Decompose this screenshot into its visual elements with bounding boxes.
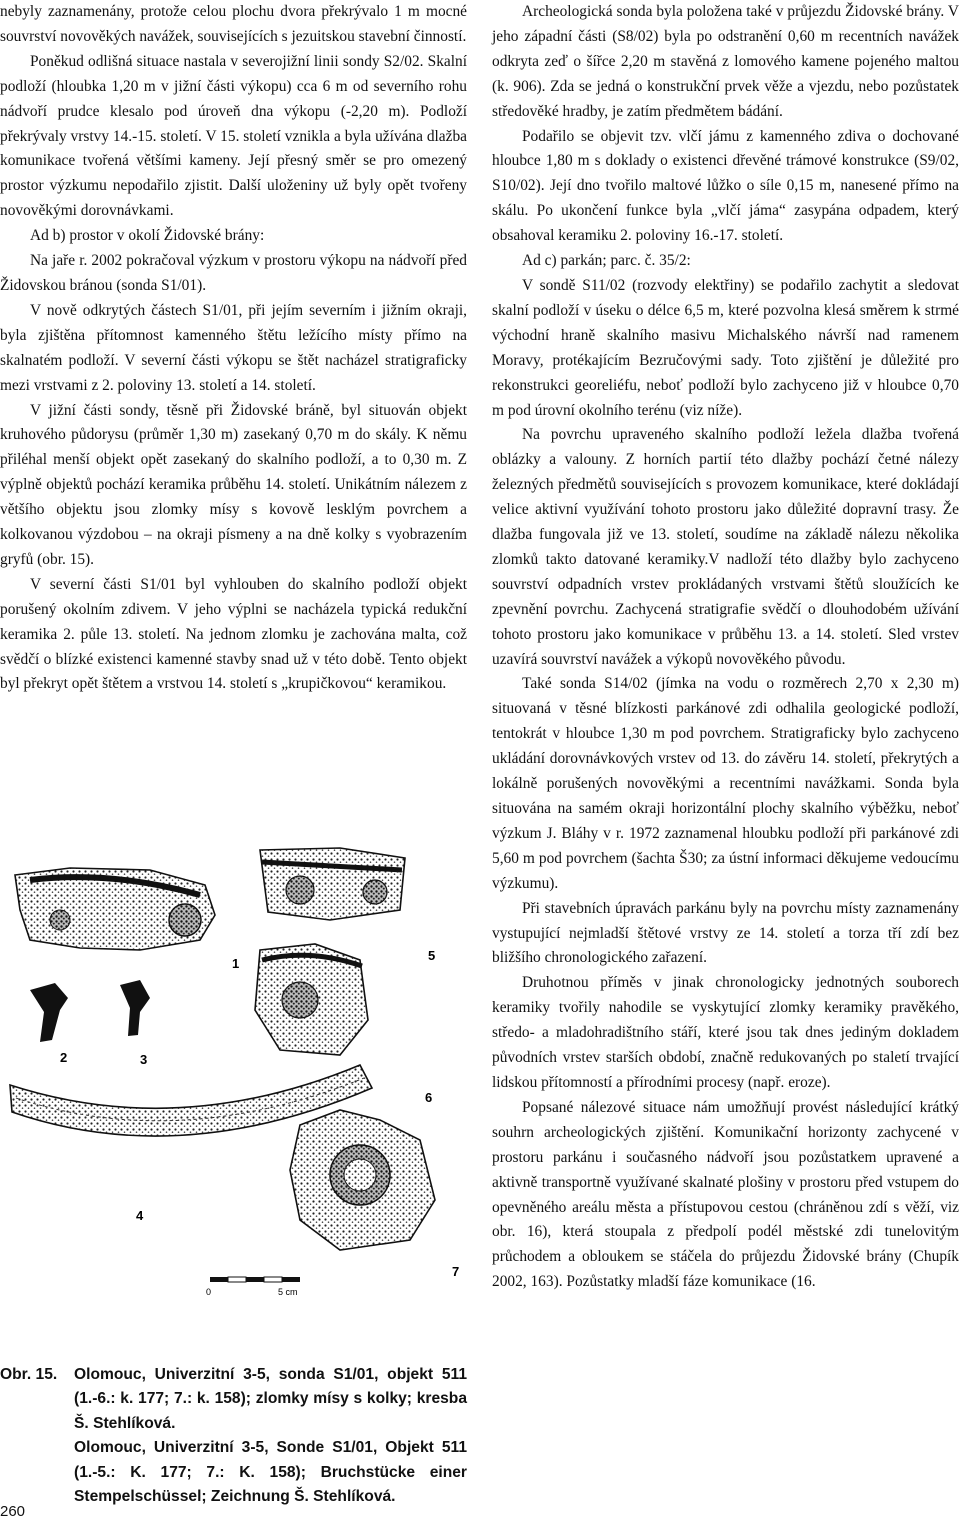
sherd-5-drawing [260, 848, 405, 920]
figure-number-1: 1 [232, 956, 240, 971]
figure-number-6: 6 [425, 1090, 433, 1105]
figure-number-4: 4 [136, 1208, 144, 1223]
paragraph: Na jaře r. 2002 pokračoval výzkum v prostoru výkopu na nádvoří před Židovskou bránou (sonda S1/01). [0, 252, 467, 294]
paragraph: V sondě S11/02 (rozvody elektřiny) se podařilo zachytit a sledovat skalní podloží v úseku o délce 6,5 m, které pozvolna klesá směrem k strmé východní hraně skalního masivu Michalského návrší nad ramenem Moravy, protékajícím Bezručovými sady. Toto zjištění je důležité pro rekonstrukci georeliéfu, neboť podloží bylo zachyceno již v hloubce 0,70 m pod úrovní okolního terénu (viz níže). [492, 276, 959, 419]
page-number: 260 [0, 1503, 26, 1520]
paragraph: Při stavebních úpravách parkánu byly na povrchu místy zaznamenány vystupující nejmladší štětové vrstvy ze 14. století a torza tří zdí bez bližšího chronologického zařazení. [492, 899, 959, 967]
paragraph: Na povrchu upraveného skalního podloží ležela dlažba tvořená oblázky a valouny. Z horních partií této dlažby pochází četné nálezy železných předmětů souvisejících s provozem komunikace, které dokládají velice aktivní využívání tohoto prostoru jako důležité dopravní trasy. Že dlažba fungovala již ve 13. století, soudíme na základě nálezu několika zlomků takto datované keramiky.V nadloží této dlažby bylo zachyceno souvrství odpadních vrstev prokládaných vrstvami štětů sloužících ke zpevnění povrchu. Zachycená stratigrafie svědčí o dlouhodobém užívání tohoto prostoru jako komunikace v průběhu 13. a 14. století. Sled vrstev uzavírá souvrství navážek a výkopů novověkého původu. [492, 426, 959, 668]
scale-start-label: 0 [206, 1287, 212, 1297]
paragraph: V jižní části sondy, těsně při Židovské bráně, byl situován objekt kruhového půdorysu (průměr 1,30 m) zasekaný 0,70 m do skály. K němu přiléhal menší objekt opět zasekaný do skalního podloží, a to 0,30 m. Z výplně objektů pochází keramika průběhu 14. století. Unikátním nálezem z většího objektu jsou zlomky mísy s kovově lesklým povrchem a kolkovanou výzdobou – na okraji písmeny a na dně kolky s vyobrazením gryfů (obr. 15). [0, 401, 467, 568]
sherd-drawings [0, 840, 467, 1300]
caption-label: Obr. 15. [0, 1366, 58, 1383]
paragraph: V nově odkrytých částech S1/01, při jejím severním i jižním okraji, byla zjištěna přítomnost kamenného štětu ležícího místy přímo na skalnatém podloží. V severní části výkopu se štět nacházel stratigraficky mezi vrstvami z 2. poloviny 13. století a 14. století. [0, 301, 467, 394]
scale-end-label: 5 cm [278, 1287, 298, 1297]
figure-number-7: 7 [452, 1264, 460, 1279]
paragraph: Popsané nálezové situace nám umožňují provést následující krátký souhrn archeologických zjištění. Komunikační horizonty zachycené v prostoru parkánu i současného nádvoří jsou pozůstatkem upravené a aktivně transportně využívané skalnaté plošiny v prostoru před vstupem do opevněného areálu města a přístupovou cestou (chráněnou zdí s věží, viz obr. 16), která stoupala z předpolí podél městské zdi tunelovitým průchodem a obloukem se stáčela do průjezdu Židovské brány (Chupík 2002, 163). Pozůstatky mladší fáze komunikace (16. [492, 1098, 959, 1291]
figure-number-5: 5 [428, 948, 436, 963]
scale-bar [206, 1277, 300, 1297]
paragraph: nebyly zaznamenány, protože celou plochu dvora překrývalo 1 m mocné souvrství novověkých navážek, souvisejících s jezuitskou stavební činností. [0, 3, 467, 45]
paragraph: Ad c) parkán; parc. č. 35/2: [522, 252, 691, 270]
paragraph: Podařilo se objevit tzv. vlčí jámu z kamenného zdiva o dochované hloubce 1,80 m s doklady o existenci dřevěné trámové konstrukce (S9/02, S10/02). Její dno tvořilo maltové lůžko o síle 0,15 m, nanesené přímo na skálu. Po ukončení funkce byla „vlčí jáma“ zasypána odpadem, který obsahoval keramiku 2. poloviny 16.-17. století. [492, 127, 959, 245]
figure-15-drawing [0, 840, 467, 1300]
caption-german: Olomouc, Univerzitní 3-5, Sonde S1/01, Objekt 511 (1.-5.: K. 177; 7.: K. 158); Bruchstücke einer Stempelschüssel; Zeichnung Š. Stehlíková. [74, 1439, 467, 1506]
figure-number-3: 3 [140, 1052, 148, 1067]
sherd-1-drawing [15, 868, 215, 950]
paragraph: Také sonda S14/02 (jímka na vodu o rozměrech 2,70 x 2,30 m) situovaná v těsné blízkosti parkánové zdi odhalila geologické podloží, tentokrát v hloubce 1,30 m pod povrchem. Stratigraficky bylo zachyceno ukládání dorovnávkových vrstev od 13. do závěru 14. století, překrytých a lokálně porušených novověkými a recentními navážkami. Sonda byla situována na samém okraji horizontální plochy skalního výběžku, neboť výzkum J. Bláhy v r. 1972 zaznamenal hloubku podloží při parkánové zdi 5,60 m pod povrchem (šachta Š30; za ústní informaci děkujeme vedoucímu výzkumu). [492, 675, 959, 892]
sherd-3-profile [120, 980, 150, 1036]
sherd-7-drawing [290, 1110, 435, 1250]
left-text-column [0, 0, 467, 697]
paragraph: Druhotnou příměs v jinak chronologicky jednotných souborech keramiky tvořily nahodile se vyskytující zlomky keramiky pravěkého, středo- a mladohradištního stáří, které jsou tak dnes jediným dokladem původních vrstev starších období, značně redukovaných po staletí trvající lidskou přítomností a přírodními procesy (např. eroze). [492, 974, 959, 1091]
paragraph: Archeologická sonda byla položena také v průjezdu Židovské brány. V jeho západní části (S8/02) byla po odstranění 0,60 m recentních navážek odkryta zeď o šířce 2,20 m stavěná z lomového kamene pojeného maltou (k. 906). Zda se jedná o konstrukční prvek věže a vjezdu, nebo pozůstatek středověké hradby, je zatím předmětem bádání. [492, 3, 959, 120]
figure-number-2: 2 [60, 1050, 68, 1065]
paragraph: V severní části S1/01 byl vyhlouben do skalního podloží objekt porušený okolním zdivem. V jeho výplni se nacházela typická redukční keramika 2. půle 13. století. Na jednom zlomku je zachována malta, což svědčí o blízké existenci kamenné stavby snad už v této době. Tento objekt byl překryt opět štětem a vrstvou 14. století s „krupičkovou“ keramikou. [0, 575, 467, 693]
caption-czech: Olomouc, Univerzitní 3-5, sonda S1/01, objekt 511 (1.-6.: k. 177; 7.: k. 158); zlomky mísy s kolky; kresba Š. Stehlíková. [74, 1366, 467, 1432]
sherd-6-drawing [255, 944, 368, 1055]
figure-caption [0, 1363, 467, 1509]
right-text-column [492, 0, 959, 1295]
sherd-2-profile [30, 983, 68, 1042]
paragraph: Poněkud odlišná situace nastala v severojižní linii sondy S2/02. Skalní podloží (hloubka 1,20 m v jižní části výkopu) cca 6 m od severního rohu nádvoří prudce klesalo pod úroveň dna výkopu (-2,20 m). Podloží překrývaly vrstvy 14.-15. století. V 15. století vznikla a byla užívána dlažba komunikace tvořená většími kameny. Její přesný směr se pro omezený prostor výzkumu nepodařilo zjistit. Další uloženiny už byly opět tvořeny novověkými dorovnávkami. [0, 52, 467, 220]
paragraph: Ad b) prostor v okolí Židovské brány: [30, 227, 265, 245]
